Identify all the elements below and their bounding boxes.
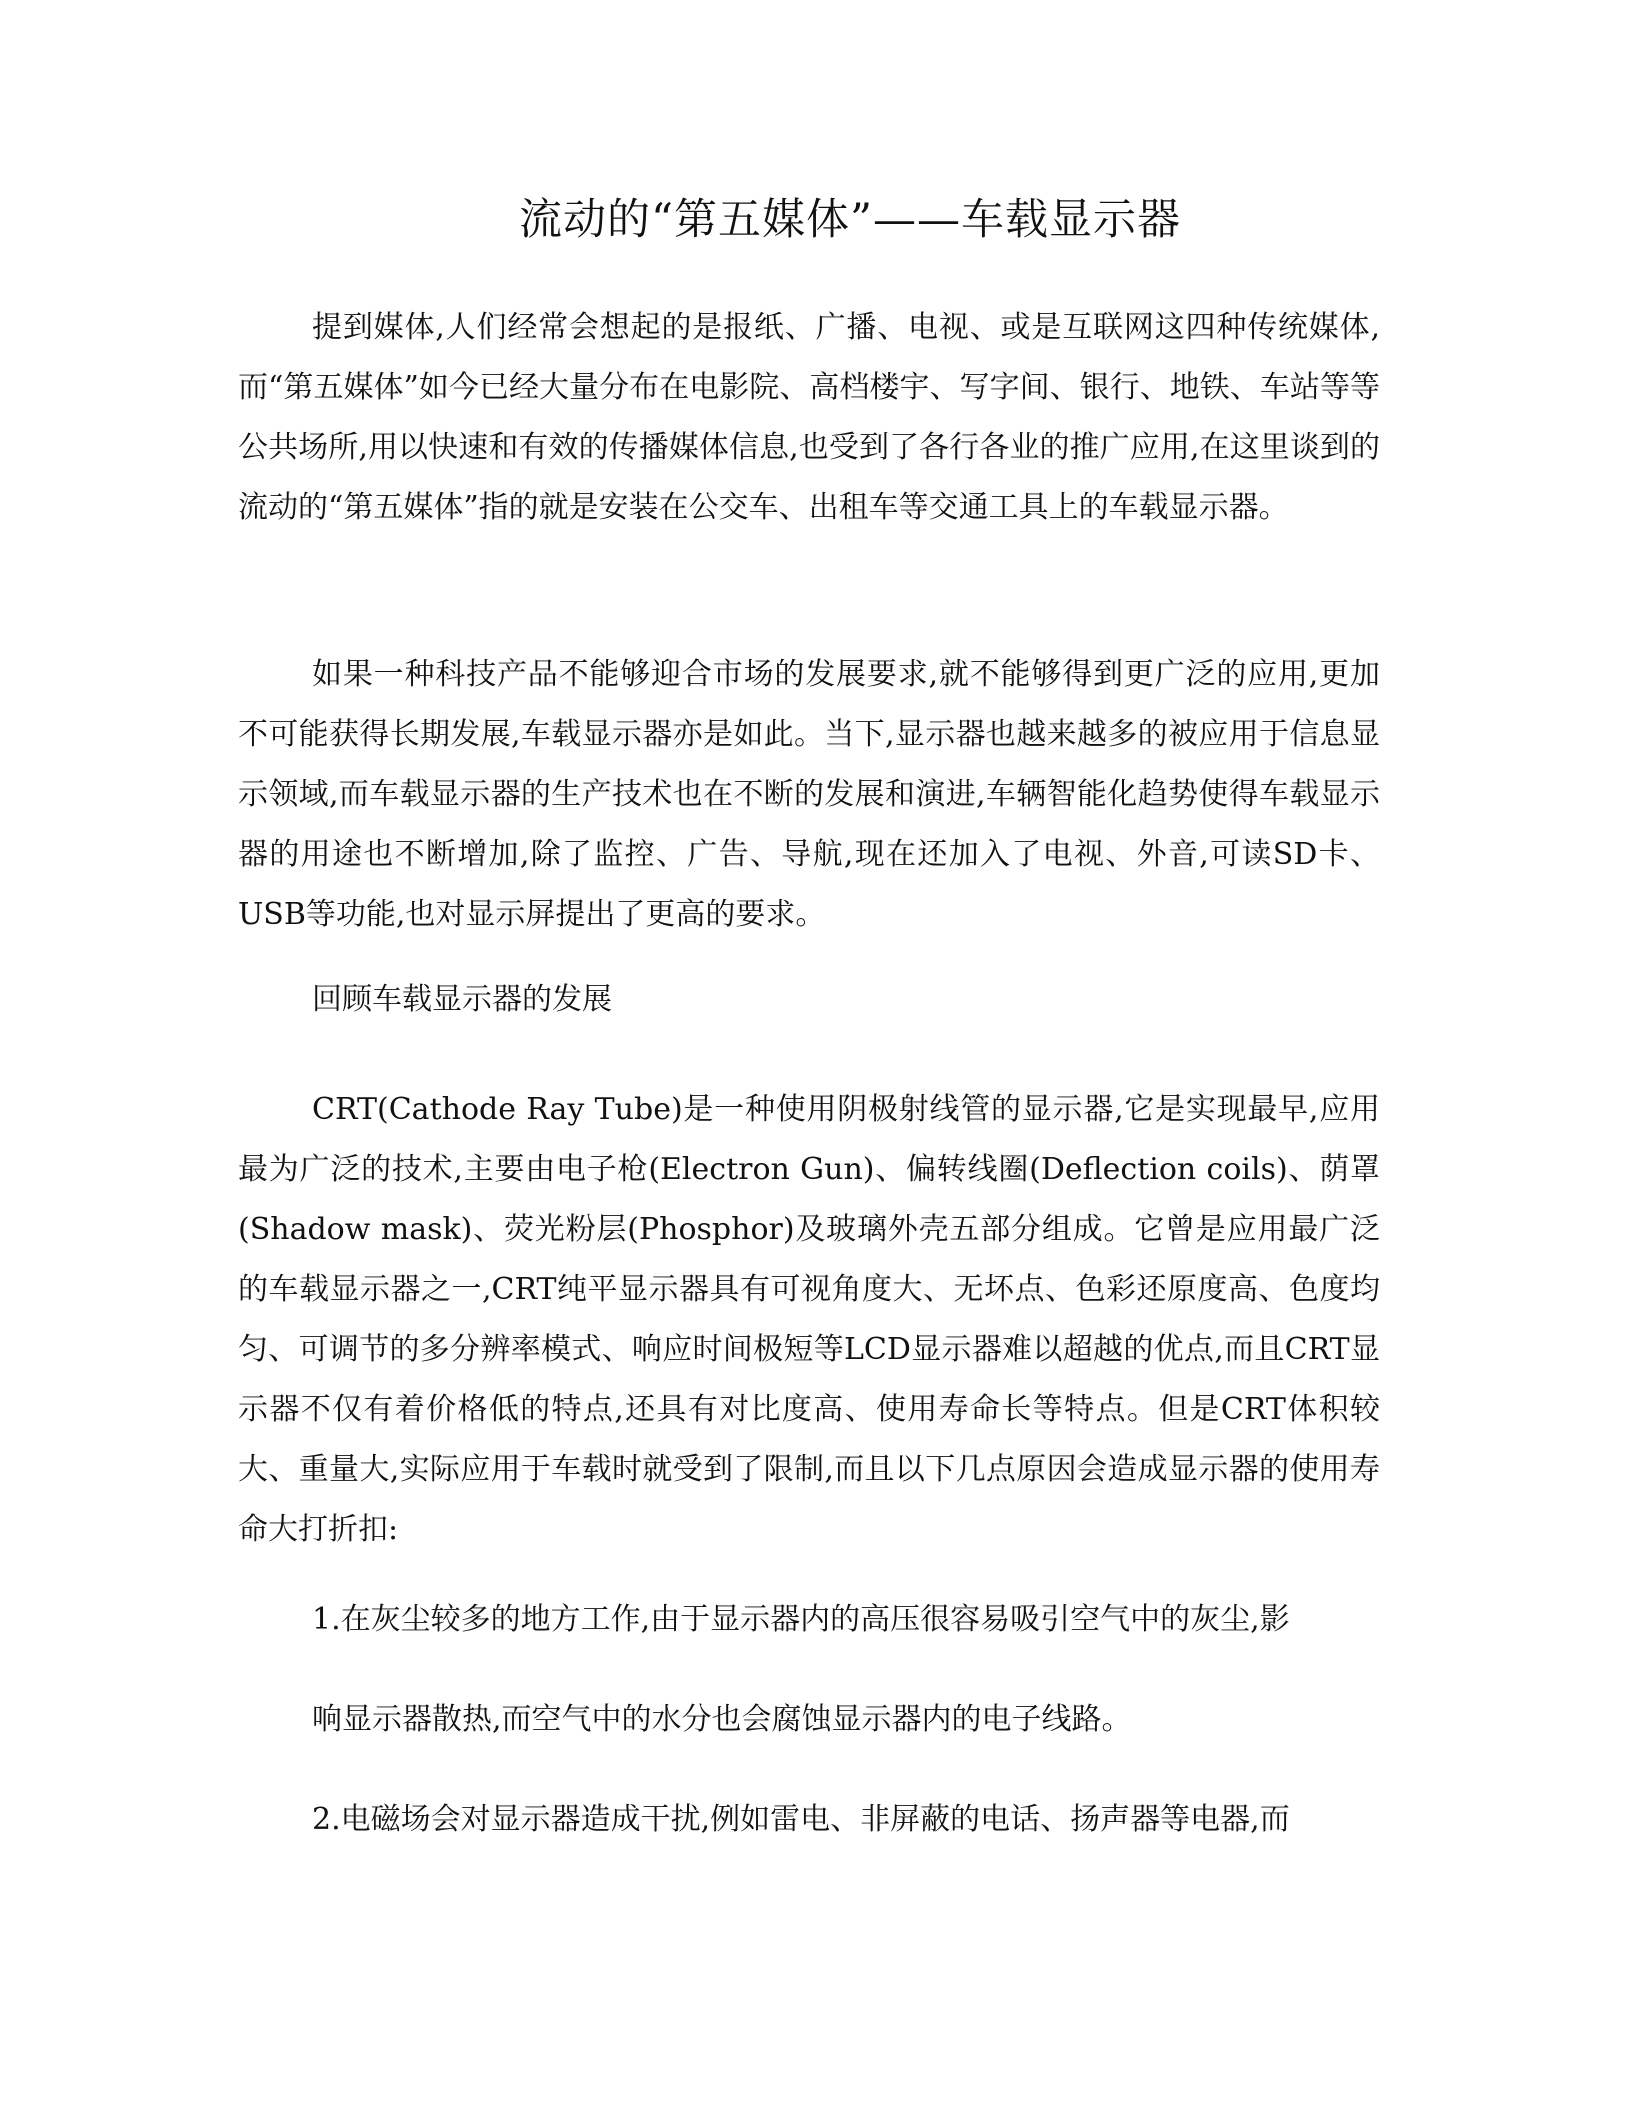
list-item-2-line-1: 2.电磁场会对显示器造成干扰,例如雷电、非屏蔽的电话、扬声器等电器,而 [312,1802,1290,1837]
document-title: 流动的“第五媒体”——车载显示器 [519,195,1181,245]
list-item-1-line-1: 1.在灰尘较多的地方工作,由于显示器内的高压很容易吸引空气中的灰尘,影 [312,1602,1290,1637]
paragraph-market: 如果一种科技产品不能够迎合市场的发展要求,就不能够得到更广泛的应用,更加不可能获得长期发展,车载显示器亦是如此。当下,显示器也越来越多的被应用于信息显示领域,而车载显示器的生产技术也在不断的发展和演进,车辆智能化趋势使得车载显示器的用途也不断增加,除了监控、广告、导航,现在还加入了电视、外音,可读SD卡、USB等功能,也对显示屏提出了更高的要求。 [238,657,1380,932]
section-heading-history: 回顾车载显示器的发展 [312,982,612,1017]
paragraph-intro: 提到媒体,人们经常会想起的是报纸、广播、电视、或是互联网这四种传统媒体,而“第五媒体”如今已经大量分布在电影院、高档楼宇、写字间、银行、地铁、车站等等公共场所,用以快速和有效的传播媒体信息,也受到了各行各业的推广应用,在这里谈到的流动的“第五媒体”指的就是安装在公交车、出租车等交通工具上的车载显示器。 [238,310,1380,525]
paragraph-crt: CRT(Cathode Ray Tube)是一种使用阴极射线管的显示器,它是实现最早,应用最为广泛的技术,主要由电子枪(Electron Gun)、偏转线圈(Deflection coils)、荫罩(Shadow mask)、荧光粉层(Phosphor)及玻璃外壳五部分组成。它曾是应用最广泛的车载显示器之一,CRT纯平显示器具有可视角度大、无坏点、色彩还原度高、色度均匀、可调节的多分辨率模式、响应时间极短等LCD显示器难以超越的优点,而且CRT显示器不仅有着价格低的特点,还具有对比度高、使用寿命长等特点。但是CRT体积较大、重量大,实际应用于车载时就受到了限制,而且以下几点原因会造成显示器的使用寿命大打折扣: [238,1092,1380,1547]
list-item-1-line-2: 响显示器散热,而空气中的水分也会腐蚀显示器内的电子线路。 [312,1702,1132,1737]
